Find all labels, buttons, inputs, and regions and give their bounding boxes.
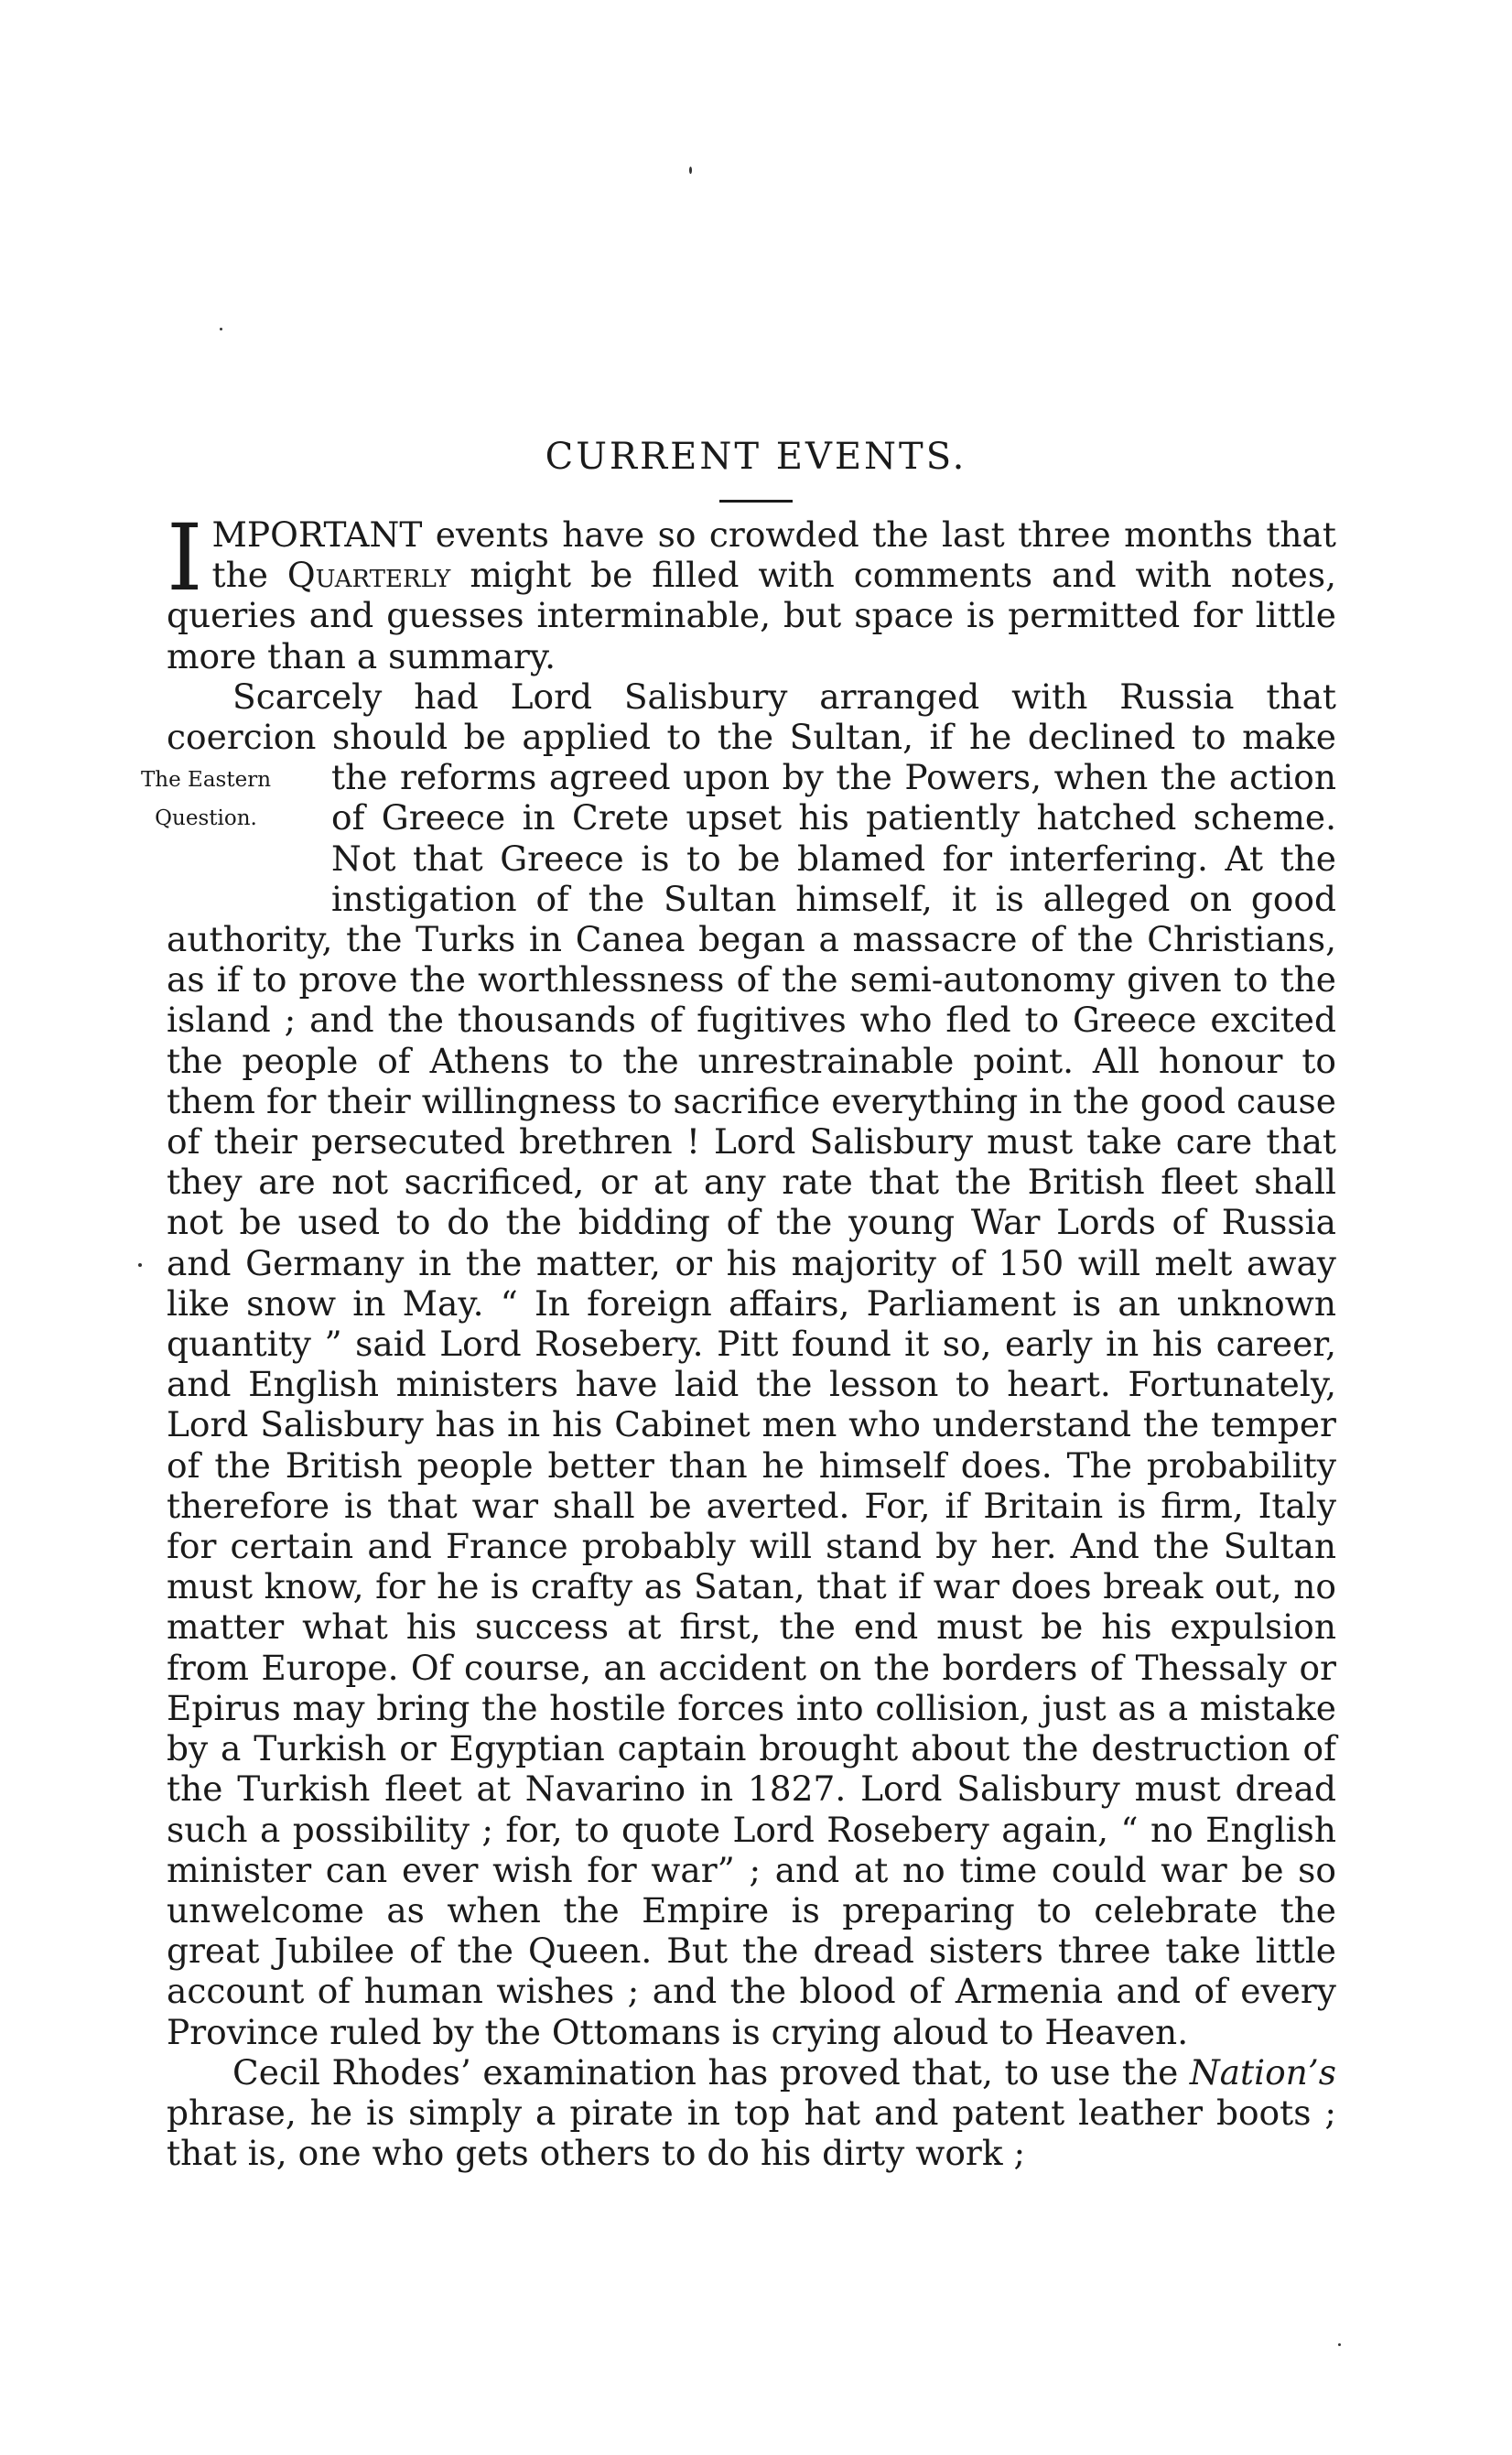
paragraph-2: [140, 676, 1336, 2052]
page-title: CURRENT EVENTS.: [545, 436, 967, 478]
speck-mark: [220, 328, 222, 330]
journal-name: Quarterly: [286, 555, 451, 596]
drop-cap: I: [167, 504, 203, 611]
margin-note-line-2: Question.: [155, 806, 257, 831]
speck-mark: [1338, 2343, 1341, 2346]
title-rule: [719, 500, 793, 503]
paragraph-1: [167, 504, 1337, 676]
nation-title: Nation’s: [1189, 2051, 1336, 2093]
paragraph-2-body: reforms agreed upon by the Powers, when the action of Greece in Crete upset his patiently hatched scheme. Not that Greece is to be blamed for interfering. At the instigation of the Sultan himself, it is alleged on good authority, the Turks in Canea began a massacre of the Christians, as if to prove the worthlessness of the semi-autonomy given to the island ; and the thousands of fugitives who fled to Greece excited the people of Athens to the unrestrainable point. All honour to them for their willingness to sacrifice everything in the good cause of their persecuted brethren ! Lord Salisbury must take care that they are not sacrificed, or at any rate that the British fleet shall not be used to do the bidding of the young War Lords of Russia and Germany in the matter, or his majority of 150 will melt away like snow in May. “ In foreign affairs, Parliament is an unknown quantity ” said Lord Rosebery. Pitt found it so, early in his career, and English ministers have laid the lesson to heart. Fortunately, Lord Salisbury has in his Cabinet men who understand the temper of the British people better than he himself does. The probability therefore is that war shall be averted. For, if Britain is firm, Italy for certain and France probably will stand by her. And the Sultan must know, for he is crafty as Satan, that if war does break out, no matter what his success at first, the end must be his expulsion from Europe. Of course, an accident on the borders of Thessaly or Epirus may bring the hostile forces into collision, just as a mistake by a Turkish or Egyptian captain brought about the destruction of the Turkish fleet at Navarino in 1827. Lord Salisbury must dread such a possibility ; for, to quote Lord Rosebery again, “ no English minister can ever wish for war” ; and at no time could war be so unwelcome as when the Empire is preparing to celebrate the great Jubilee of the Queen. But the dread sisters three take little account of human wishes ; and the blood of Armenia and of every Province ruled by the Ottomans is crying aloud to Heaven.: [167, 757, 1336, 2052]
paragraph-1-rest: might be filled with comments and with notes, queries and guesses interminable, but space is permitted for little more than a summary.: [167, 555, 1337, 676]
speck-mark: [689, 167, 692, 174]
paragraph-2-opening: Scarcely had Lord Salisbury arranged with Russia that coercion should be applied to the Sultan, if he declined to make the: [167, 676, 1336, 798]
margin-note-line-1: The Eastern: [140, 768, 272, 793]
margin-note: [101, 761, 311, 882]
speck-mark: [138, 1263, 142, 1267]
paragraph-3: [167, 2052, 1336, 2174]
article-body: [140, 504, 1337, 2174]
paragraph-3-lead: Cecil Rhodes’ examination has proved that, to use the: [232, 2051, 1190, 2093]
paragraph-1-lead: MPORTANT events have so crowded the last three months that the: [211, 514, 1336, 596]
paragraph-3-rest: phrase, he is simply a pirate in top hat and patent leather boots ; that is, one who gets others to do his dirty work ;: [167, 2092, 1336, 2174]
